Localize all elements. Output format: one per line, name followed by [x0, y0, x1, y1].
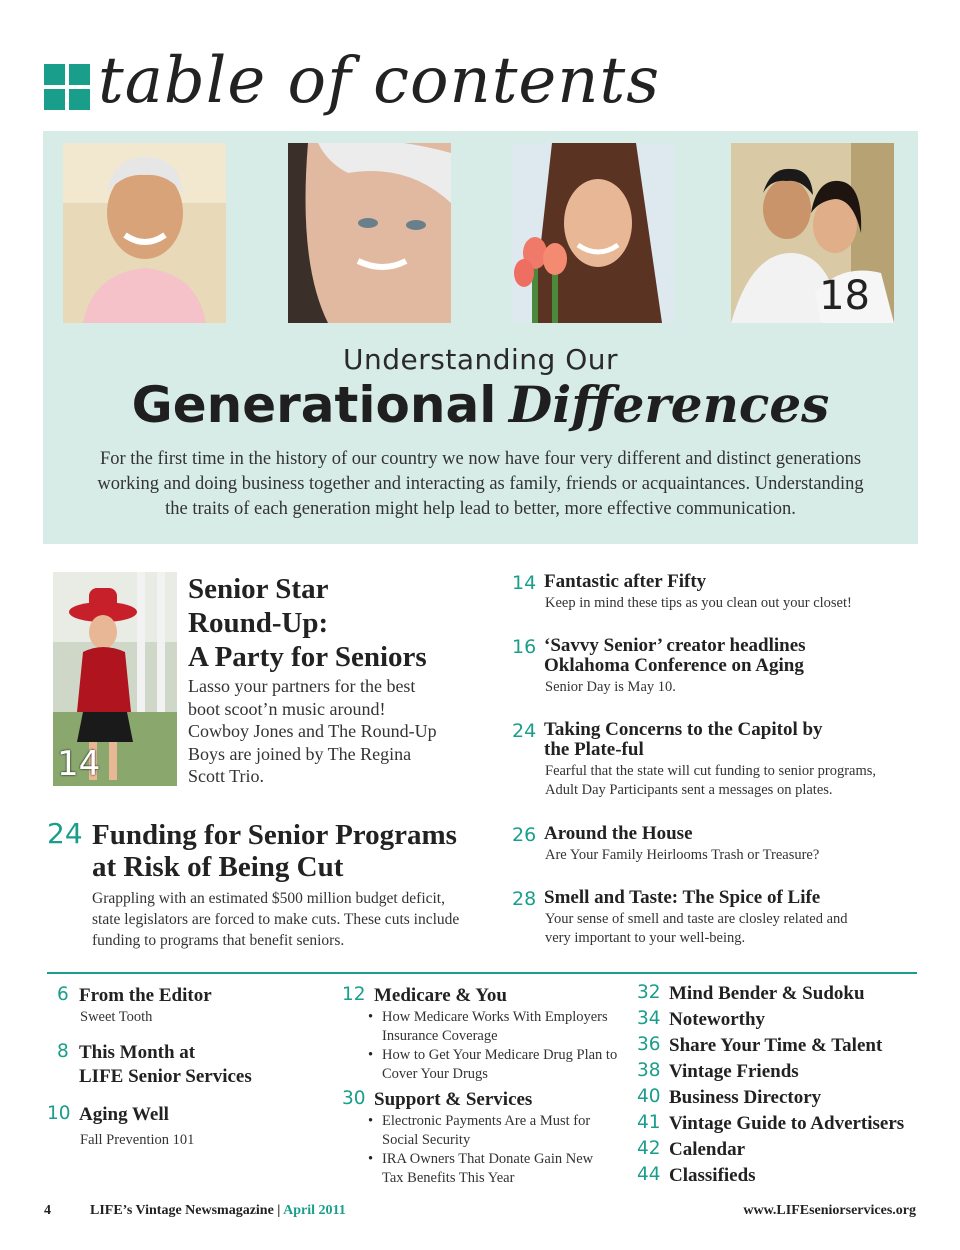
- toc-page-number: 12: [342, 984, 366, 1005]
- toc-entry[interactable]: [512, 720, 912, 800]
- toc-entry[interactable]: [342, 1088, 627, 1188]
- toc-entry-desc: Keep in mind these tips as you clean out your closet!: [545, 595, 852, 611]
- toc-column-1: [47, 984, 327, 1150]
- feature-title-italic: Differences: [508, 375, 830, 434]
- funding-body: Grappling with an estimated $500 million budget deficit, state legislators are forced to make cuts. These cuts include funding to programs that benefit seniors.: [92, 890, 460, 949]
- toc-entry[interactable]: [637, 1060, 922, 1086]
- toc-entry-desc: Fearful that the state will cut funding to senior programs, Adult Day Participants sent a messages on plates.: [545, 763, 877, 798]
- toc-entry[interactable]: [512, 888, 912, 948]
- photo-cowgirl: [53, 572, 177, 786]
- toc-entry-title: Mind Bender & Sudoku: [669, 983, 865, 1004]
- toc-page-number: 41: [637, 1112, 661, 1133]
- toc-entry-title: Smell and Taste: The Spice of Life: [544, 887, 821, 908]
- toc-entry-desc: Are Your Family Heirlooms Trash or Treasure?: [545, 847, 820, 863]
- feature-body: For the first time in the history of our country we now have four very different and distinct generations working and doing business together and interacting as family, friends or acquaintances. Understanding the traits of each generation might help lead to better, more effective communication.: [97, 449, 864, 519]
- toc-page-number: 14: [512, 572, 537, 594]
- toc-entry-title: Share Your Time & Talent: [669, 1035, 883, 1056]
- star-title-line: A Party for Seniors: [188, 641, 427, 673]
- funding-title-line: at Risk of Being Cut: [92, 851, 344, 883]
- toc-column-3: [637, 982, 922, 1190]
- toc-entry-desc: Senior Day is May 10.: [545, 679, 676, 695]
- footer-magazine-name: LIFE’s Vintage Newsmagazine |: [90, 1203, 281, 1218]
- toc-page-number: 38: [637, 1060, 661, 1081]
- toc-page-number: 44: [637, 1164, 661, 1185]
- logo-grid-icon: [44, 64, 90, 110]
- toc-entry-title: Fantastic after Fifty: [544, 571, 707, 592]
- toc-entry-title: Business Directory: [669, 1087, 822, 1108]
- feature-kicker: Understanding Our: [343, 343, 618, 376]
- toc-bullet-list: [382, 1112, 627, 1188]
- toc-entry[interactable]: [637, 1008, 922, 1034]
- funding-title: [92, 819, 472, 883]
- toc-bullet: • Electronic Payments Are a Must for Social Security: [382, 1112, 612, 1150]
- feature-title-plain: Generational: [131, 376, 497, 434]
- toc-page-number: 24: [512, 720, 537, 742]
- toc-page-number: 28: [512, 888, 537, 910]
- toc-entry[interactable]: [637, 1086, 922, 1112]
- toc-entry[interactable]: [47, 1103, 327, 1150]
- toc-entry[interactable]: [637, 1034, 922, 1060]
- footer-magazine: [90, 1203, 346, 1219]
- feature-page-number: 18: [819, 273, 870, 319]
- footer-page-number: 4: [44, 1203, 51, 1218]
- photo-older-woman: [288, 143, 451, 323]
- funding-title-line: Funding for Senior Programs: [92, 819, 457, 851]
- toc-entry-title: LIFE Senior Services: [79, 1066, 252, 1087]
- star-body: Lasso your partners for the best boot scoot’n music around! Cowboy Jones and The Round-Up Boys are joined by The Regina Scott Trio.: [188, 676, 437, 786]
- toc-page-number: 36: [637, 1034, 661, 1055]
- toc-bullet: • How Medicare Works With Employers Insurance Coverage: [382, 1008, 627, 1046]
- toc-entry[interactable]: [512, 636, 912, 697]
- toc-entry-title: Classifieds: [669, 1165, 756, 1186]
- toc-entry-title: Support & Services: [374, 1089, 533, 1110]
- toc-entry-title: Calendar: [669, 1139, 745, 1160]
- toc-entry[interactable]: [57, 1041, 327, 1089]
- toc-entry-title: This Month at: [79, 1042, 196, 1063]
- toc-entry[interactable]: [57, 984, 327, 1027]
- toc-entry-title: Taking Concerns to the Capitol by the Plate-ful: [544, 719, 823, 760]
- toc-page-number: 32: [637, 982, 661, 1003]
- toc-bullet-list: [382, 1008, 627, 1084]
- section-divider: [47, 972, 917, 974]
- toc-entry[interactable]: [342, 984, 627, 1084]
- toc-entry-title: Around the House: [544, 823, 693, 844]
- star-title: [188, 572, 488, 674]
- toc-column-2: [342, 984, 627, 1188]
- toc-page-number: 34: [637, 1008, 661, 1029]
- toc-entry-title: Vintage Guide to Advertisers: [669, 1113, 905, 1134]
- feature-title: [43, 375, 918, 434]
- toc-page-number: 42: [637, 1138, 661, 1159]
- photo-woman-tulips: [512, 143, 675, 323]
- toc-entry-desc: Your sense of smell and taste are closley related and very important to your well-being.: [545, 911, 848, 946]
- toc-entry-title: Medicare & You: [374, 985, 507, 1006]
- toc-bullet: • IRA Owners That Donate Gain New Tax Benefits This Year: [382, 1150, 612, 1188]
- toc-entry[interactable]: [637, 1138, 922, 1164]
- star-title-line: Round-Up:: [188, 607, 329, 639]
- page-title: table of contents: [98, 44, 661, 118]
- star-page-number: 14: [57, 744, 101, 784]
- toc-entry-title: Aging Well: [79, 1104, 169, 1125]
- toc-page-number: 6: [57, 984, 69, 1005]
- toc-entry[interactable]: [512, 824, 912, 865]
- toc-page-number: 10: [47, 1103, 71, 1124]
- toc-entry[interactable]: [637, 1112, 922, 1138]
- photo-young-couple: [731, 143, 894, 323]
- footer-date: April 2011: [283, 1203, 346, 1218]
- toc-page-number: 16: [512, 636, 537, 658]
- toc-entry-desc: Fall Prevention 101: [80, 1132, 195, 1148]
- toc-entry-title: Vintage Friends: [669, 1061, 799, 1082]
- toc-page-number: 8: [57, 1041, 69, 1062]
- toc-entry[interactable]: [637, 982, 922, 1008]
- feature-panel: [43, 131, 918, 544]
- toc-entry-title: Noteworthy: [669, 1009, 766, 1030]
- toc-page-number: 30: [342, 1088, 366, 1109]
- toc-entry[interactable]: [512, 572, 912, 613]
- toc-entry-title: From the Editor: [79, 985, 212, 1006]
- toc-page-number: 26: [512, 824, 537, 846]
- star-title-line: Senior Star: [188, 573, 329, 605]
- toc-bullet: • How to Get Your Medicare Drug Plan to Cover Your Drugs: [382, 1046, 627, 1084]
- toc-entry-desc: Sweet Tooth: [80, 1009, 153, 1025]
- toc-page-number: 40: [637, 1086, 661, 1107]
- photo-older-man: [63, 143, 226, 323]
- footer-url[interactable]: www.LIFEseniorservices.org: [743, 1203, 916, 1218]
- funding-page-number: 24: [47, 817, 83, 850]
- toc-entry-title: ‘Savvy Senior’ creator headlines Oklahoma Conference on Aging: [544, 635, 806, 676]
- toc-entry[interactable]: [637, 1164, 922, 1190]
